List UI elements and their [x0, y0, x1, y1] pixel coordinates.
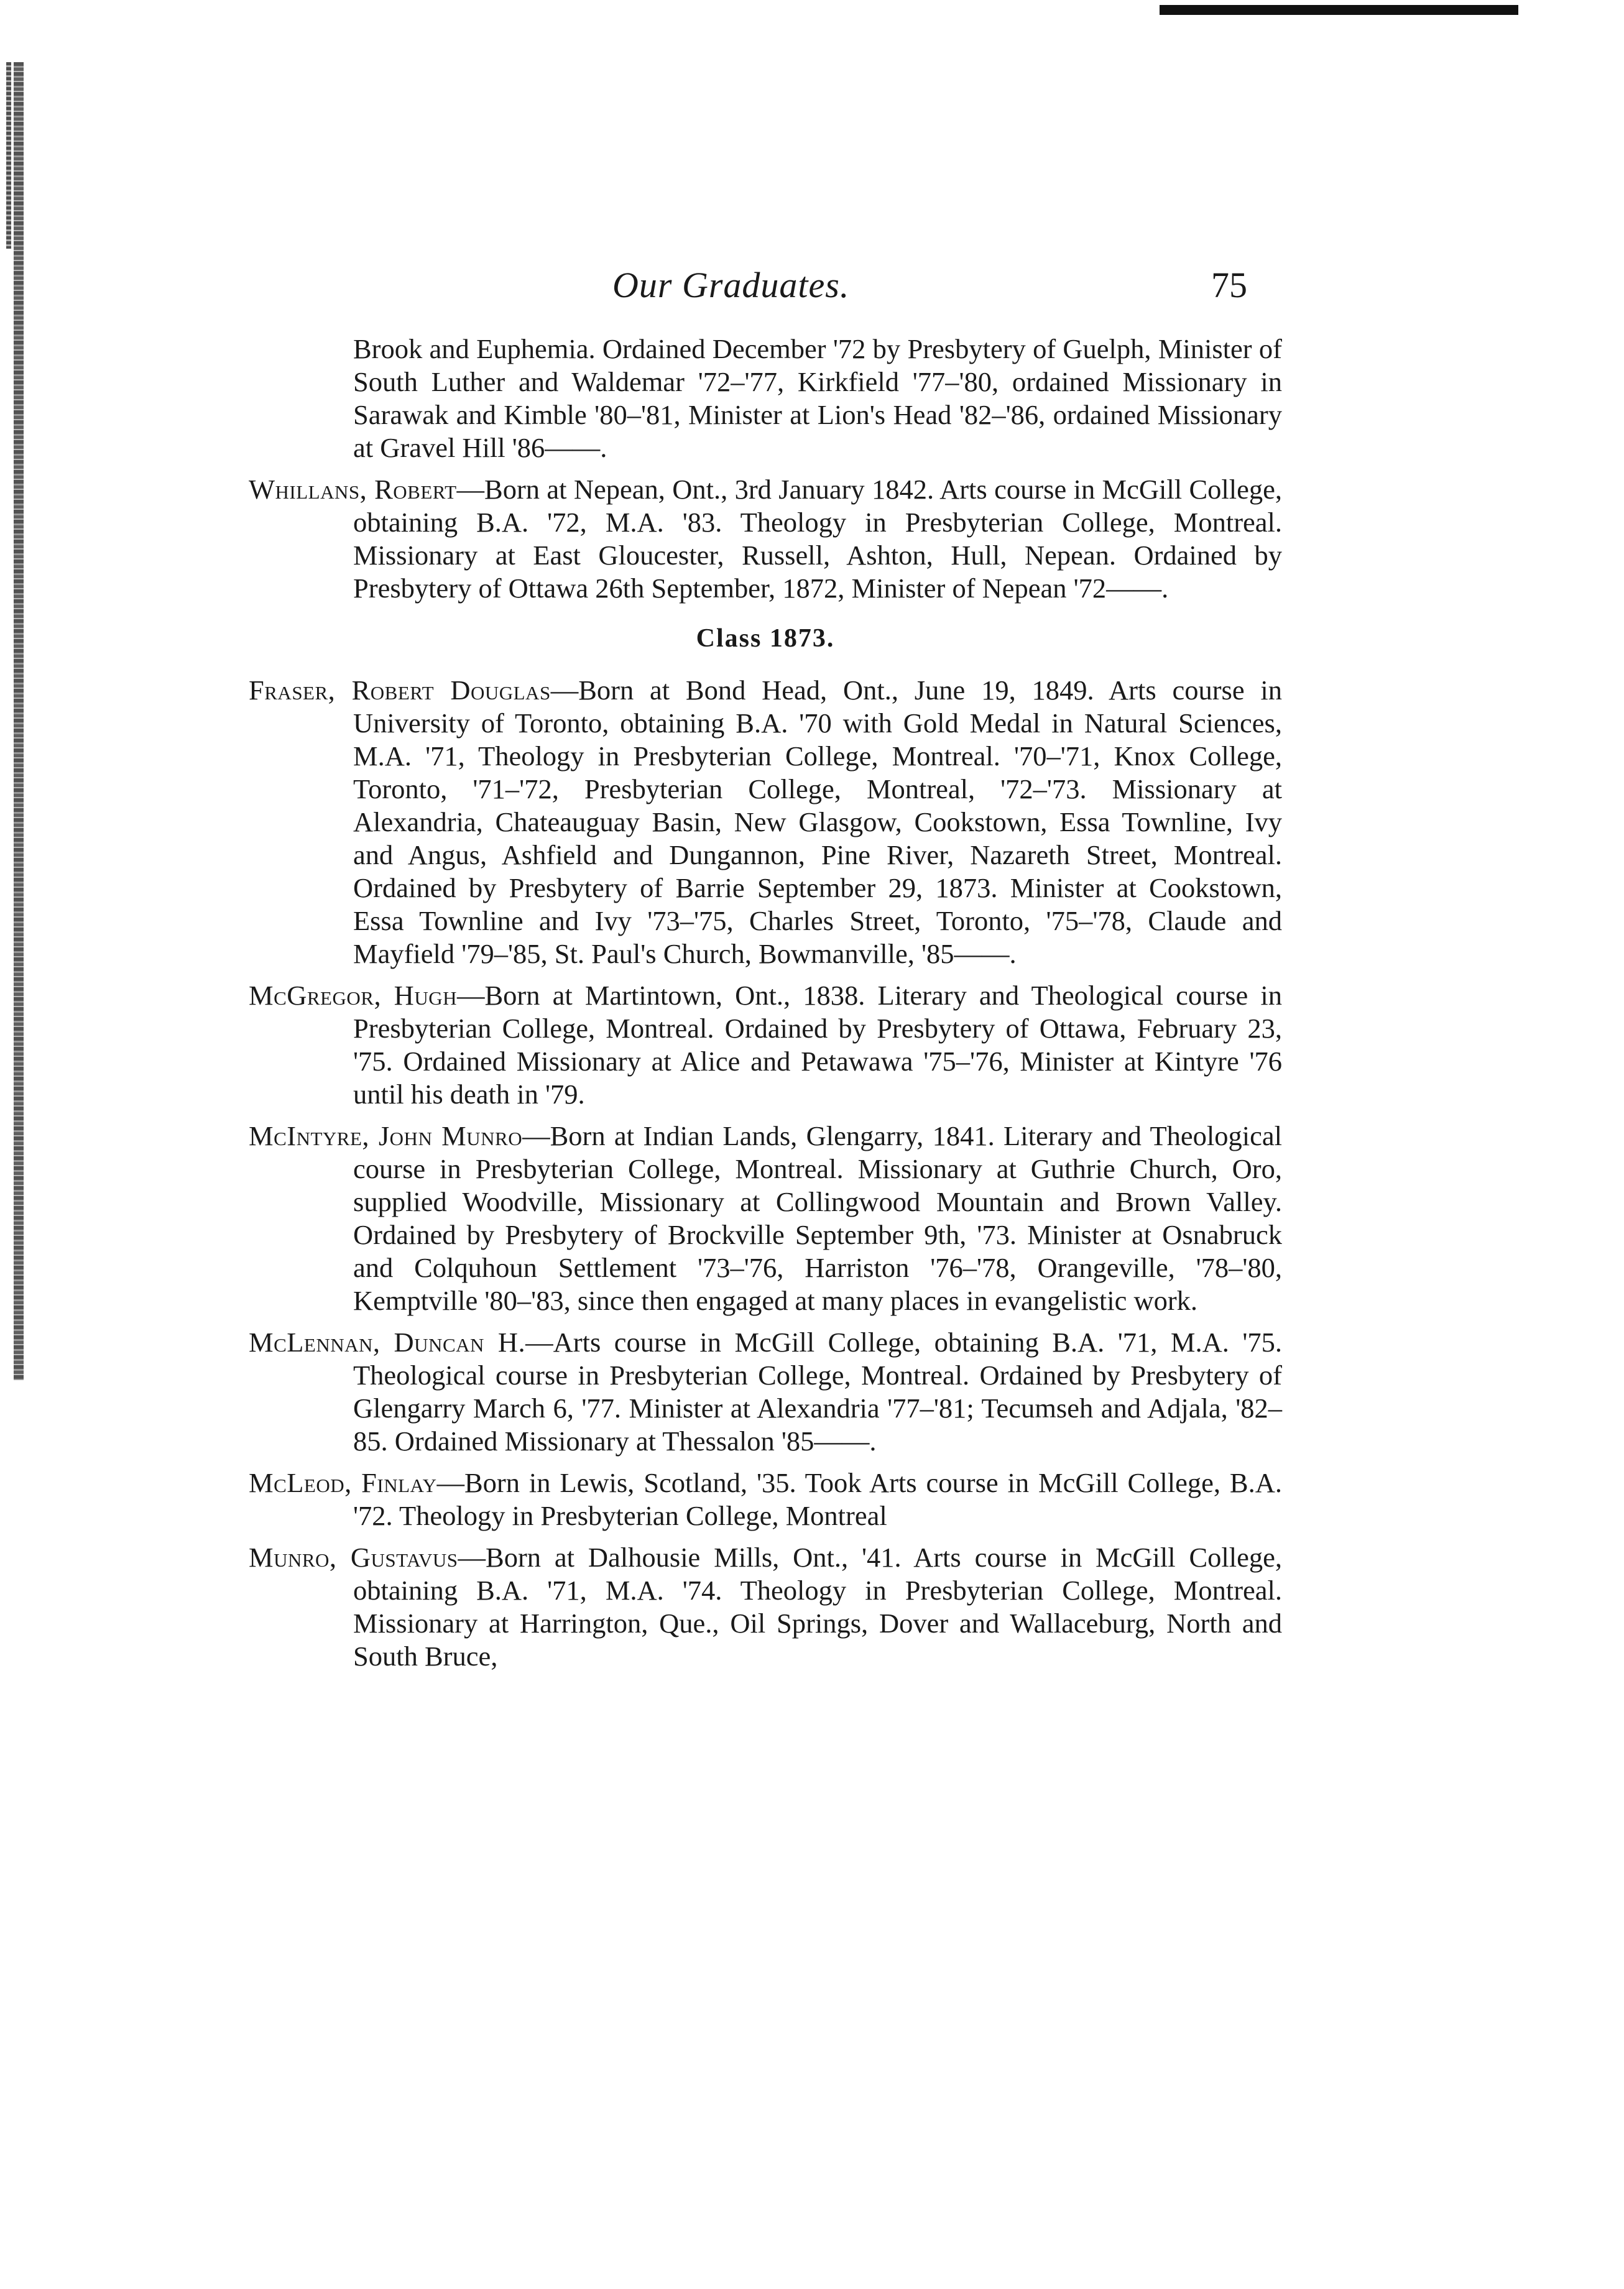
- entry-mclennan: [249, 1326, 1282, 1458]
- running-head: Our Graduates.: [612, 265, 850, 305]
- entry-mcgregor: [249, 979, 1282, 1111]
- entry-name: Munro, Gustavus: [249, 1542, 458, 1573]
- binding-edge: [14, 62, 24, 1380]
- top-rule: [1160, 5, 1518, 15]
- entry-name: Whillans, Robert: [249, 474, 457, 505]
- class-heading: Class 1873.: [696, 624, 835, 653]
- entry-mcintyre: [249, 1120, 1282, 1317]
- page-number: 75: [1211, 265, 1247, 305]
- entry-whillans: [249, 473, 1282, 605]
- text-block: [249, 333, 1282, 1682]
- entry-text: —Born at Martintown, Ont., 1838. Literary and Theological course in Presbyterian College, Montreal. Ordained by Presbytery of Ottawa, February 23, '75. Ordained Missionary at Alice and Petawawa '75–'76, Minister at Kintyre '76 until his death in '79.: [353, 980, 1282, 1110]
- entry-text: —Born at Bond Head, Ont., June 19, 1849. Arts course in University of Toronto, obtaining B.A. '70 with Gold Medal in Natural Sciences, M.A. '71, Theology in Presbyterian College, Montreal. '70–'71, Knox College, Toronto, '71–'72, Presbyterian College, Montreal, '72–'73. Missionary at Alexandria, Chateauguay Basin, New Glasgow, Cookstown, Essa Townline, Ivy and Angus, Ashfield and Dungannon, Pine River, Nazareth Street, Montreal. Ordained by Presbytery of Barrie September 29, 1873. Minister at Cookstown, Essa Townline and Ivy '73–'75, Charles Street, Toronto, '75–'78, Claude and Mayfield '79–'85, St. Paul's Church, Bowmanville, '85——.: [353, 675, 1282, 969]
- entry-name: Fraser, Robert Douglas: [249, 675, 551, 706]
- entry-text: Brook and Euphemia. Ordained December '72 by Presbytery of Guelph, Minister of South Luther and Waldemar '72–'77, Kirkfield '77–'80, ordained Missionary in Sarawak and Kimble '80–'81, Minister at Lion's Head '82–'86, ordained Missionary at Gravel Hill '86——.: [353, 333, 1282, 463]
- entry-munro: [249, 1541, 1282, 1673]
- entry-name: McLeod, Finlay: [249, 1467, 437, 1498]
- entry-continuation: [249, 333, 1282, 464]
- entry-name: McIntyre, John Munro: [249, 1120, 523, 1151]
- entry-text: —Arts course in McGill College, obtaining B.A. '71, M.A. '75. Theological course in Presbyterian College, Montreal. Ordained by Presbytery of Glengarry March 6, '77. Minister at Alexandria '77–'81; Tecumseh and Adjala, '82–85. Ordained Missionary at Thessalon '85——.: [353, 1327, 1282, 1457]
- entry-mcleod: [249, 1467, 1282, 1532]
- entry-text: —Born at Dalhousie Mills, Ont., '41. Arts course in McGill College, obtaining B.A. '71, M.A. '74. Theology in Presbyterian College, Montreal. Missionary at Harrington, Que., Oil Springs, Dover and Wallaceburg, North and South Bruce,: [353, 1542, 1283, 1672]
- entry-text: —Born at Nepean, Ont., 3rd January 1842. Arts course in McGill College, obtaining B.A. '72, M.A. '83. Theology in Presbyterian College, Montreal. Missionary at East Gloucester, Russell, Ashton, Hull, Nepean. Ordained by Presbytery of Ottawa 26th September, 1872, Minister of Nepean '72——.: [353, 474, 1283, 604]
- entry-name: McGregor, Hugh: [249, 980, 457, 1011]
- entry-name: McLennan, Duncan H.: [249, 1327, 526, 1358]
- binding-edge-inner: [6, 62, 11, 249]
- entry-text: —Born at Indian Lands, Glengarry, 1841. Literary and Theological course in Presbyterian College, Montreal. Missionary at Guthrie Church, Oro, supplied Woodville, Missionary at Collingwood Mountain and Brown Valley. Ordained by Presbytery of Brockville September 9th, '73. Minister at Osnabruck and Colquhoun Settlement '73–'76, Harriston '76–'78, Orangeville, '78–'80, Kemptville '80–'83, since then engaged at many places in evangelistic work.: [353, 1120, 1282, 1316]
- entry-fraser: [249, 674, 1282, 970]
- entry-text: —Born in Lewis, Scotland, '35. Took Arts course in McGill College, B.A. '72. Theology in Presbyterian College, Montreal: [353, 1467, 1283, 1531]
